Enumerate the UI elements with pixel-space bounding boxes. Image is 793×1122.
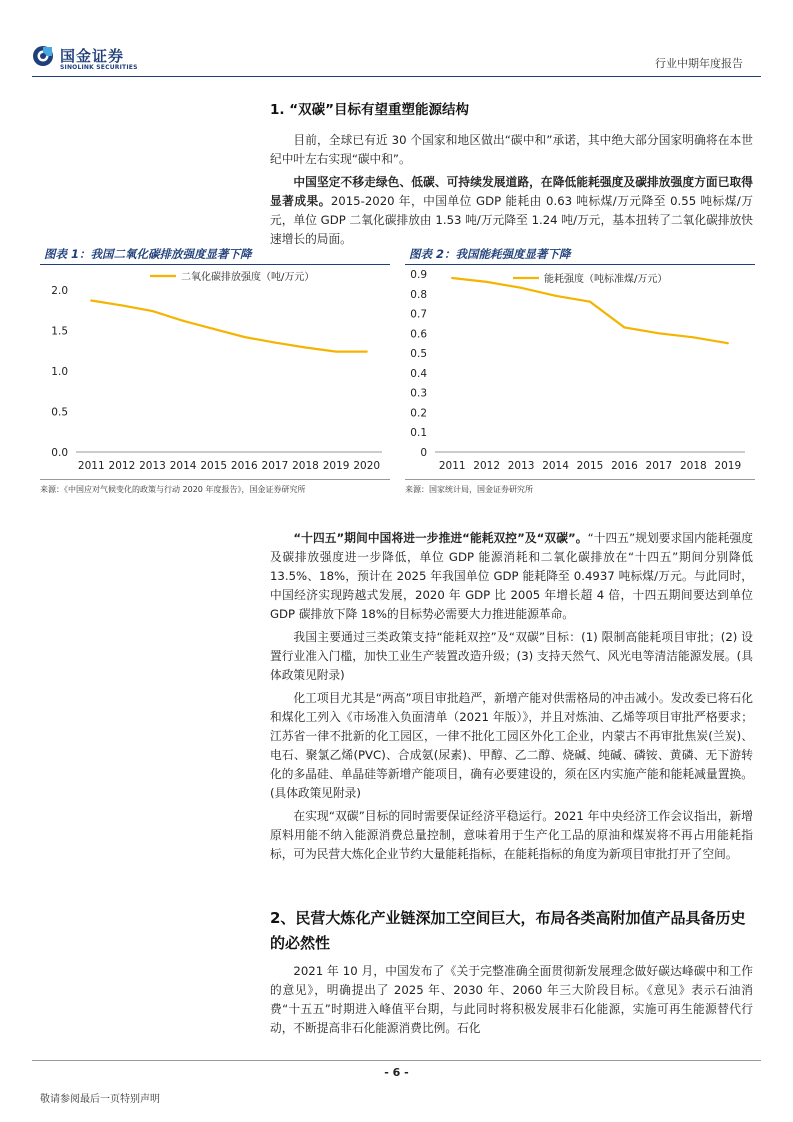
data-point [658,332,660,334]
x-tick-label: 2019 [714,460,742,472]
data-point [486,281,488,283]
footer-disclaimer: 敬请参阅最后一页特别声明 [40,1094,160,1105]
section2-body [270,962,753,1038]
section-title-2: 2、民营大炼化产业链深加工空间巨大，布局各类高附加值产品具备历史的必然性 [270,909,746,952]
co2-intensity-chart [40,266,392,476]
series-line [91,301,366,352]
section-title-1: 1. “双碳”目标有望重塑能源结构 [270,102,469,118]
y-tick-label: 0.0 [51,447,68,459]
paragraph: 在实现“双碳”目标的同时需要保证经济平稳运行。2021 年中央经济工作会议指出，新增原料用能不纳入能源消费总量控制，意味着用于生产化工品的原油和煤炭将不再占用能耗指标，可为民营大炼化企业节约大量能耗指标，在能耗指标的角度为新项目审批打开了空间。 [270,809,753,861]
bold-lead: 中国坚定不移走绿色、低碳、可持续发展道路，在降低能耗强度及碳排放强度方面已取得显著成果。 [270,175,753,208]
x-tick-label: 2014 [542,460,569,472]
paragraph: 化工项目尤其是“两高”项目审批趋严，新增产能对供需格局的冲击减小。发改委已将石化和煤化工列入《市场准入负面清单（2021 年版）》，并且对炼油、乙烯等项目审批严格要求；江苏省一律不批新的化工园区，一律不批化工园区外化工企业，内蒙古不再审批焦炭(兰炭)、电石、聚氯乙烯(PVC)、合成氨(尿素)、甲醇、乙二醇、烧碱、纯碱、磷铵、黄磷、无下游转化的多晶硅、单晶硅等新增产能项目，确有必要建设的，须在区内实施产能和能耗减量置换。(具体政策见附录) [270,691,753,800]
figure-1-bottom-rule [40,479,390,480]
y-tick-label: 0.5 [410,348,427,361]
figure-2-source: 来源：国家统计局，国金证券研究所 [405,485,533,494]
y-tick-label: 0.4 [410,367,427,380]
legend-label: 二氧化碳排放强度（吨/万元） [181,272,315,283]
y-tick-label: 0.6 [410,328,427,341]
paragraph-text: 2015-2020 年，中国单位 GDP 能耗由 0.63 吨标煤/万元降至 0.55 吨标煤/万元，单位 GDP 二氧化碳排放由 1.53 吨/万元降至 1.24 吨/万元，基本扭转了二氧化碳排放快速增长的局面。 [270,194,753,246]
x-tick-label: 2019 [322,460,350,472]
x-tick-label: 2013 [139,460,166,472]
x-tick-label: 2015 [200,460,228,472]
y-tick-label: 0.2 [410,407,427,420]
paragraph: 2021 年 10 月，中国发布了《关于完整准确全面贯彻新发展理念做好碳达峰碳中和工作的意见》，明确提出了 2025 年、2030 年、2060 年三大阶段目标。《意见》表示石油消费“十五五”时期进入峰值平台期，与此同时将积极发展非石化能源，实施可再生能源替代行动，不断提高非石化能源消费比例。石化 [270,964,753,1035]
x-tick-label: 2012 [108,460,136,472]
figure-2-title: 图表 2：我国能耗强度显著下降 [409,247,571,261]
data-point [151,310,153,312]
data-point [692,336,694,338]
paragraph [270,529,753,624]
logo-text-cn: 国金证券 [60,47,125,65]
footer-rule [32,1060,761,1061]
data-point [90,299,92,301]
data-point [727,342,729,344]
data-point [520,287,522,289]
x-tick-label: 2020 [353,460,381,472]
y-tick-label: 2.0 [51,285,68,297]
data-point [304,346,306,348]
y-tick-label: 0.7 [410,308,427,321]
figure-1-rule [40,264,390,265]
paragraph [270,173,753,249]
data-point [213,328,215,330]
figure-1-title: 图表 1：我国二氧化碳排放强度显著下降 [44,247,252,261]
x-tick-label: 2018 [679,460,707,472]
bold-lead: “十四五”期间中国将进一步推进“能耗双控”及“双碳”。 [293,531,588,545]
paragraph: 我国主要通过三类政策支持“能耗双控”及“双碳”目标：(1) 限制高能耗项目审批；(2) 设置行业准入门槛，加快工业生产装置改造升级；(3) 支持天然气、风光电等清洁能源发展。(具体政策见附录) [270,630,753,682]
figure-2-bottom-rule [405,479,755,480]
x-tick-label: 2015 [576,460,604,472]
report-type: 行业中期年度报告 [655,57,743,70]
x-tick-label: 2018 [292,460,319,472]
energy-intensity-chart [405,266,757,476]
x-tick-label: 2017 [261,460,289,472]
figure-1-source: 来源：《中国应对气候变化的政策与行动 2020 年度报告》，国金证券研究所 [40,485,306,494]
x-tick-label: 2014 [169,460,197,472]
x-tick-label: 2016 [611,460,638,472]
sinolink-logo-icon [32,45,54,67]
y-tick-label: 0.9 [410,269,427,281]
x-tick-label: 2012 [473,460,501,472]
data-point [589,301,591,303]
x-tick-label: 2013 [507,460,535,472]
data-point [274,342,276,344]
page-number: - 6 - [384,1066,409,1079]
logo-text-en: SINOLINK SECURITIES [60,64,138,71]
figure-2-rule [405,264,755,265]
y-tick-label: 0.8 [410,288,427,301]
data-point [366,350,368,352]
section1-body [270,529,753,864]
y-tick-label: 0 [420,447,427,459]
x-tick-label: 2017 [645,460,673,472]
paragraph: 目前，全球已有近 30 个国家和地区做出“碳中和”承诺，其中绝大部分国家明确将在本世纪中叶左右实现“碳中和”。 [270,133,753,166]
y-tick-label: 0.3 [410,387,427,400]
header-rule [32,76,761,77]
series-line [452,278,728,343]
data-point [182,320,184,322]
data-point [554,295,556,297]
y-tick-label: 1.0 [51,366,68,378]
data-point [451,277,453,279]
x-tick-label: 2016 [230,460,258,472]
data-point [121,304,123,306]
x-tick-label: 2011 [77,460,105,472]
section1-intro [270,131,753,249]
y-tick-label: 0.1 [410,427,427,440]
x-tick-label: 2011 [438,460,466,472]
data-point [335,350,337,352]
legend-label: 能耗强度（吨标准煤/万元） [544,274,668,285]
data-point [243,336,245,338]
paragraph-text: “十四五”规划要求国内能耗强度及碳排放强度进一步降低，单位 GDP 能源消耗和二氧化碳排放在“十四五”期间分别降低 13.5%、18%，预计在 2025 年我国单位 GDP 能耗降至 0.4937 吨标煤/万元。与此同时，中国经济实现跨越式发展，2020 年 GDP 比 2005 年增长超 4 倍，十四五期间要达到单位 GDP 碳排放下降 18%的目标势必需要大力推进能源革命。 [270,531,753,621]
y-tick-label: 0.5 [51,406,68,419]
y-tick-label: 1.5 [51,325,68,338]
data-point [623,326,625,328]
